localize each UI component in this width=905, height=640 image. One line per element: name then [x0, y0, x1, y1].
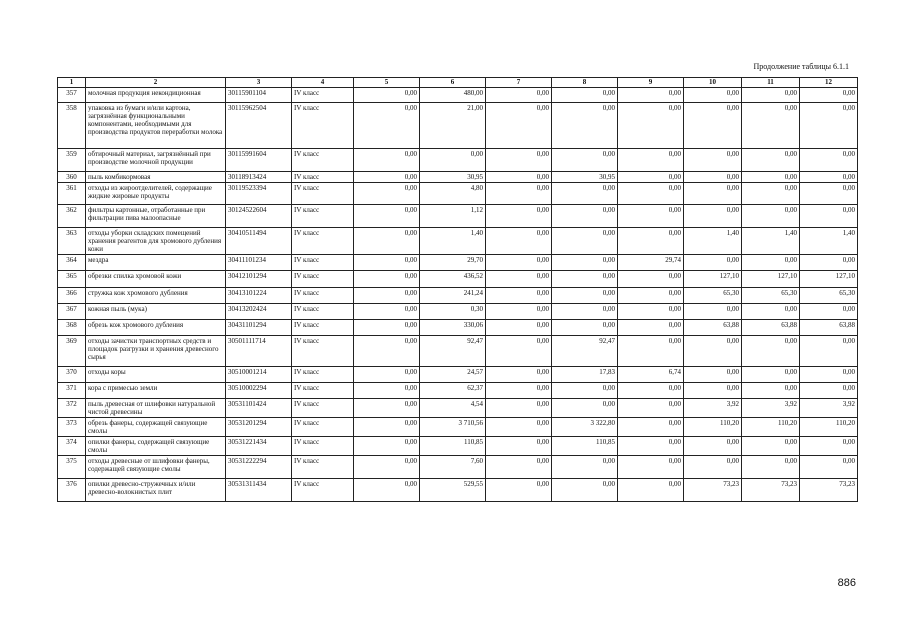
value-col-5: 0,00 — [354, 228, 420, 255]
value-col-12: 0,00 — [800, 205, 858, 228]
value-col-8: 0,00 — [552, 304, 618, 320]
table-row — [58, 418, 858, 437]
hazard-class: IV класс — [292, 205, 354, 228]
fkko-code: 30413202424 — [226, 304, 292, 320]
value-col-10: 0,00 — [684, 336, 742, 367]
table-row — [58, 320, 858, 336]
value-col-7: 0,00 — [486, 103, 552, 149]
value-col-11: 0,00 — [742, 88, 800, 103]
value-col-9: 0,00 — [618, 456, 684, 479]
row-number: 360 — [58, 172, 86, 183]
value-col-6: 480,00 — [420, 88, 486, 103]
value-col-6: 24,57 — [420, 367, 486, 383]
value-col-8: 17,83 — [552, 367, 618, 383]
row-number: 375 — [58, 456, 86, 479]
value-col-5: 0,00 — [354, 88, 420, 103]
value-col-11: 0,00 — [742, 205, 800, 228]
table-row — [58, 336, 858, 367]
value-col-8: 0,00 — [552, 383, 618, 399]
page-number: 886 — [837, 577, 856, 589]
row-number: 374 — [58, 437, 86, 456]
value-col-5: 0,00 — [354, 172, 420, 183]
value-col-10: 110,20 — [684, 418, 742, 437]
fkko-code: 30510002294 — [226, 383, 292, 399]
value-col-7: 0,00 — [486, 383, 552, 399]
value-col-12: 1,40 — [800, 228, 858, 255]
value-col-10: 0,00 — [684, 183, 742, 205]
fkko-code: 30410511494 — [226, 228, 292, 255]
value-col-9: 0,00 — [618, 336, 684, 367]
value-col-9: 0,00 — [618, 383, 684, 399]
value-col-10: 63,88 — [684, 320, 742, 336]
table-row — [58, 479, 858, 502]
value-col-11: 110,20 — [742, 418, 800, 437]
column-header-8: 8 — [552, 78, 618, 88]
waste-name: обрезь фанеры, содержащей связующие смолы — [86, 418, 226, 437]
value-col-7: 0,00 — [486, 271, 552, 288]
value-col-7: 0,00 — [486, 255, 552, 271]
value-col-9: 0,00 — [618, 479, 684, 502]
hazard-class: IV класс — [292, 479, 354, 502]
fkko-code: 30119523394 — [226, 183, 292, 205]
value-col-10: 1,40 — [684, 228, 742, 255]
row-number: 363 — [58, 228, 86, 255]
value-col-7: 0,00 — [486, 228, 552, 255]
value-col-9: 0,00 — [618, 103, 684, 149]
value-col-11: 1,40 — [742, 228, 800, 255]
column-header-3: 3 — [226, 78, 292, 88]
table-row — [58, 437, 858, 456]
value-col-9: 0,00 — [618, 271, 684, 288]
fkko-code: 30115991604 — [226, 149, 292, 172]
waste-name: молочная продукция некондиционная — [86, 88, 226, 103]
waste-name: кожная пыль (мука) — [86, 304, 226, 320]
value-col-12: 65,30 — [800, 288, 858, 304]
value-col-6: 92,47 — [420, 336, 486, 367]
value-col-11: 0,00 — [742, 172, 800, 183]
value-col-5: 0,00 — [354, 205, 420, 228]
value-col-10: 0,00 — [684, 149, 742, 172]
fkko-code: 30531222294 — [226, 456, 292, 479]
column-header-12: 12 — [800, 78, 858, 88]
table-row — [58, 288, 858, 304]
value-col-5: 0,00 — [354, 183, 420, 205]
value-col-11: 73,23 — [742, 479, 800, 502]
value-col-6: 241,24 — [420, 288, 486, 304]
value-col-10: 0,00 — [684, 383, 742, 399]
value-col-11: 0,00 — [742, 336, 800, 367]
fkko-code: 30531311434 — [226, 479, 292, 502]
fkko-code: 30531201294 — [226, 418, 292, 437]
value-col-7: 0,00 — [486, 88, 552, 103]
table-row — [58, 383, 858, 399]
table-row — [58, 103, 858, 149]
row-number: 366 — [58, 288, 86, 304]
waste-name: обрезки спилка хромовой кожи — [86, 271, 226, 288]
value-col-12: 0,00 — [800, 437, 858, 456]
table-row — [58, 172, 858, 183]
waste-name: отходы коры — [86, 367, 226, 383]
waste-table — [57, 77, 858, 502]
value-col-7: 0,00 — [486, 288, 552, 304]
value-col-12: 3,92 — [800, 399, 858, 418]
hazard-class: IV класс — [292, 88, 354, 103]
value-col-7: 0,00 — [486, 367, 552, 383]
value-col-11: 0,00 — [742, 149, 800, 172]
hazard-class: IV класс — [292, 304, 354, 320]
value-col-9: 29,74 — [618, 255, 684, 271]
value-col-7: 0,00 — [486, 172, 552, 183]
value-col-10: 0,00 — [684, 205, 742, 228]
value-col-9: 0,00 — [618, 288, 684, 304]
value-col-7: 0,00 — [486, 399, 552, 418]
value-col-6: 1,12 — [420, 205, 486, 228]
value-col-8: 0,00 — [552, 205, 618, 228]
value-col-12: 0,00 — [800, 456, 858, 479]
table-row — [58, 88, 858, 103]
value-col-8: 0,00 — [552, 479, 618, 502]
value-col-8: 0,00 — [552, 103, 618, 149]
value-col-10: 0,00 — [684, 456, 742, 479]
hazard-class: IV класс — [292, 183, 354, 205]
hazard-class: IV класс — [292, 456, 354, 479]
fkko-code: 30115962504 — [226, 103, 292, 149]
value-col-10: 65,30 — [684, 288, 742, 304]
table-row — [58, 271, 858, 288]
waste-name: отходы уборки складских помещений хранения реагентов для хромового дубления кожи — [86, 228, 226, 255]
value-col-5: 0,00 — [354, 271, 420, 288]
value-col-12: 0,00 — [800, 367, 858, 383]
value-col-12: 0,00 — [800, 255, 858, 271]
value-col-9: 0,00 — [618, 418, 684, 437]
value-col-5: 0,00 — [354, 103, 420, 149]
value-col-11: 0,00 — [742, 456, 800, 479]
value-col-11: 0,00 — [742, 383, 800, 399]
fkko-code: 30531221434 — [226, 437, 292, 456]
value-col-5: 0,00 — [354, 288, 420, 304]
row-number: 361 — [58, 183, 86, 205]
value-col-6: 29,70 — [420, 255, 486, 271]
value-col-7: 0,00 — [486, 456, 552, 479]
value-col-10: 0,00 — [684, 367, 742, 383]
value-col-8: 0,00 — [552, 183, 618, 205]
value-col-12: 110,20 — [800, 418, 858, 437]
hazard-class: IV класс — [292, 320, 354, 336]
value-col-8: 0,00 — [552, 255, 618, 271]
fkko-code: 30118913424 — [226, 172, 292, 183]
value-col-6: 21,00 — [420, 103, 486, 149]
table-header-row — [58, 78, 858, 88]
value-col-8: 0,00 — [552, 149, 618, 172]
waste-name: обтирочный материал, загрязнённый при производстве молочной продукции — [86, 149, 226, 172]
value-col-11: 0,00 — [742, 183, 800, 205]
value-col-12: 0,00 — [800, 103, 858, 149]
column-header-9: 9 — [618, 78, 684, 88]
value-col-9: 0,00 — [618, 437, 684, 456]
hazard-class: IV класс — [292, 288, 354, 304]
value-col-12: 0,00 — [800, 304, 858, 320]
column-header-2: 2 — [86, 78, 226, 88]
value-col-8: 0,00 — [552, 228, 618, 255]
value-col-11: 0,00 — [742, 437, 800, 456]
waste-name: пыль древесная от шлифовки натуральной чистой древесины — [86, 399, 226, 418]
value-col-5: 0,00 — [354, 336, 420, 367]
row-number: 362 — [58, 205, 86, 228]
fkko-code: 30431101294 — [226, 320, 292, 336]
row-number: 358 — [58, 103, 86, 149]
waste-name: опилки фанеры, содержащей связующие смолы — [86, 437, 226, 456]
value-col-5: 0,00 — [354, 320, 420, 336]
value-col-10: 3,92 — [684, 399, 742, 418]
value-col-7: 0,00 — [486, 320, 552, 336]
row-number: 365 — [58, 271, 86, 288]
hazard-class: IV класс — [292, 172, 354, 183]
value-col-6: 110,85 — [420, 437, 486, 456]
column-header-6: 6 — [420, 78, 486, 88]
value-col-5: 0,00 — [354, 456, 420, 479]
row-number: 364 — [58, 255, 86, 271]
value-col-10: 0,00 — [684, 304, 742, 320]
value-col-6: 0,00 — [420, 149, 486, 172]
fkko-code: 30124522604 — [226, 205, 292, 228]
value-col-9: 0,00 — [618, 149, 684, 172]
table-continuation-note: Продолжение таблицы 6.1.1 — [753, 62, 849, 71]
table-row — [58, 149, 858, 172]
column-header-1: 1 — [58, 78, 86, 88]
value-col-8: 110,85 — [552, 437, 618, 456]
value-col-10: 127,10 — [684, 271, 742, 288]
value-col-6: 4,80 — [420, 183, 486, 205]
value-col-6: 4,54 — [420, 399, 486, 418]
value-col-5: 0,00 — [354, 418, 420, 437]
value-col-8: 92,47 — [552, 336, 618, 367]
hazard-class: IV класс — [292, 103, 354, 149]
value-col-12: 0,00 — [800, 149, 858, 172]
value-col-8: 0,00 — [552, 399, 618, 418]
value-col-5: 0,00 — [354, 149, 420, 172]
value-col-6: 529,55 — [420, 479, 486, 502]
value-col-6: 7,60 — [420, 456, 486, 479]
value-col-11: 0,00 — [742, 255, 800, 271]
column-header-5: 5 — [354, 78, 420, 88]
value-col-6: 436,52 — [420, 271, 486, 288]
row-number: 367 — [58, 304, 86, 320]
waste-name: обрезь кож хромового дубления — [86, 320, 226, 336]
value-col-11: 0,00 — [742, 304, 800, 320]
table-row — [58, 367, 858, 383]
value-col-11: 3,92 — [742, 399, 800, 418]
row-number: 357 — [58, 88, 86, 103]
value-col-5: 0,00 — [354, 383, 420, 399]
value-col-10: 0,00 — [684, 255, 742, 271]
value-col-9: 6,74 — [618, 367, 684, 383]
value-col-8: 0,00 — [552, 320, 618, 336]
value-col-9: 0,00 — [618, 205, 684, 228]
value-col-11: 65,30 — [742, 288, 800, 304]
fkko-code: 30510001214 — [226, 367, 292, 383]
fkko-code: 30531101424 — [226, 399, 292, 418]
value-col-5: 0,00 — [354, 479, 420, 502]
hazard-class: IV класс — [292, 418, 354, 437]
value-col-9: 0,00 — [618, 399, 684, 418]
value-col-7: 0,00 — [486, 479, 552, 502]
value-col-12: 0,00 — [800, 383, 858, 399]
column-header-10: 10 — [684, 78, 742, 88]
value-col-5: 0,00 — [354, 304, 420, 320]
value-col-7: 0,00 — [486, 205, 552, 228]
value-col-8: 30,95 — [552, 172, 618, 183]
value-col-6: 330,06 — [420, 320, 486, 336]
fkko-code: 30411101234 — [226, 255, 292, 271]
row-number: 371 — [58, 383, 86, 399]
table-row — [58, 255, 858, 271]
row-number: 376 — [58, 479, 86, 502]
value-col-8: 0,00 — [552, 456, 618, 479]
value-col-12: 0,00 — [800, 336, 858, 367]
value-col-12: 0,00 — [800, 88, 858, 103]
hazard-class: IV класс — [292, 367, 354, 383]
column-header-11: 11 — [742, 78, 800, 88]
fkko-code: 30412101294 — [226, 271, 292, 288]
value-col-11: 127,10 — [742, 271, 800, 288]
value-col-10: 0,00 — [684, 172, 742, 183]
hazard-class: IV класс — [292, 271, 354, 288]
row-number: 369 — [58, 336, 86, 367]
value-col-7: 0,00 — [486, 437, 552, 456]
table-row — [58, 304, 858, 320]
value-col-12: 73,23 — [800, 479, 858, 502]
value-col-12: 127,10 — [800, 271, 858, 288]
value-col-10: 73,23 — [684, 479, 742, 502]
value-col-10: 0,00 — [684, 103, 742, 149]
hazard-class: IV класс — [292, 399, 354, 418]
value-col-8: 0,00 — [552, 288, 618, 304]
table-row — [58, 399, 858, 418]
value-col-5: 0,00 — [354, 255, 420, 271]
column-header-4: 4 — [292, 78, 354, 88]
value-col-7: 0,00 — [486, 304, 552, 320]
waste-name: опилки древесно-стружечных и/или древесно-волокнистых плит — [86, 479, 226, 502]
value-col-6: 3 710,56 — [420, 418, 486, 437]
value-col-10: 0,00 — [684, 437, 742, 456]
hazard-class: IV класс — [292, 437, 354, 456]
row-number: 372 — [58, 399, 86, 418]
value-col-6: 0,30 — [420, 304, 486, 320]
hazard-class: IV класс — [292, 336, 354, 367]
waste-name: отходы зачистки транспортных средств и площадок разгрузки и хранения древесного сырья — [86, 336, 226, 367]
value-col-9: 0,00 — [618, 88, 684, 103]
table-body — [58, 88, 858, 502]
row-number: 370 — [58, 367, 86, 383]
hazard-class: IV класс — [292, 383, 354, 399]
value-col-8: 0,00 — [552, 88, 618, 103]
waste-name: отходы древесные от шлифовки фанеры, содержащей связующие смолы — [86, 456, 226, 479]
value-col-9: 0,00 — [618, 304, 684, 320]
table-row — [58, 456, 858, 479]
value-col-11: 63,88 — [742, 320, 800, 336]
hazard-class: IV класс — [292, 255, 354, 271]
value-col-9: 0,00 — [618, 228, 684, 255]
value-col-7: 0,00 — [486, 418, 552, 437]
fkko-code: 30501111714 — [226, 336, 292, 367]
table-row — [58, 205, 858, 228]
waste-name: отходы из жироотделителей, содержащие жидкие жировые продукты — [86, 183, 226, 205]
waste-name: фильтры картонные, отработанные при фильтрации пива малоопасные — [86, 205, 226, 228]
value-col-11: 0,00 — [742, 367, 800, 383]
value-col-12: 0,00 — [800, 172, 858, 183]
waste-name: мездра — [86, 255, 226, 271]
row-number: 359 — [58, 149, 86, 172]
value-col-6: 30,95 — [420, 172, 486, 183]
value-col-5: 0,00 — [354, 367, 420, 383]
value-col-8: 3 322,80 — [552, 418, 618, 437]
value-col-5: 0,00 — [354, 437, 420, 456]
value-col-5: 0,00 — [354, 399, 420, 418]
waste-name: пыль комбикормовая — [86, 172, 226, 183]
value-col-6: 1,40 — [420, 228, 486, 255]
value-col-7: 0,00 — [486, 183, 552, 205]
table-row — [58, 228, 858, 255]
value-col-8: 0,00 — [552, 271, 618, 288]
row-number: 373 — [58, 418, 86, 437]
value-col-9: 0,00 — [618, 183, 684, 205]
fkko-code: 30413101224 — [226, 288, 292, 304]
value-col-11: 0,00 — [742, 103, 800, 149]
waste-name: кора с примесью земли — [86, 383, 226, 399]
waste-name: стружка кож хромового дубления — [86, 288, 226, 304]
value-col-6: 62,37 — [420, 383, 486, 399]
value-col-10: 0,00 — [684, 88, 742, 103]
value-col-9: 0,00 — [618, 320, 684, 336]
fkko-code: 30115901104 — [226, 88, 292, 103]
hazard-class: IV класс — [292, 149, 354, 172]
value-col-7: 0,00 — [486, 149, 552, 172]
value-col-12: 0,00 — [800, 183, 858, 205]
value-col-12: 63,88 — [800, 320, 858, 336]
waste-name: упаковка из бумаги и/или картона, загрязнённая функциональными компонентами, необходимыми для производства продуктов переработки молока — [86, 103, 226, 149]
value-col-7: 0,00 — [486, 336, 552, 367]
hazard-class: IV класс — [292, 228, 354, 255]
column-header-7: 7 — [486, 78, 552, 88]
value-col-9: 0,00 — [618, 172, 684, 183]
row-number: 368 — [58, 320, 86, 336]
table-row — [58, 183, 858, 205]
